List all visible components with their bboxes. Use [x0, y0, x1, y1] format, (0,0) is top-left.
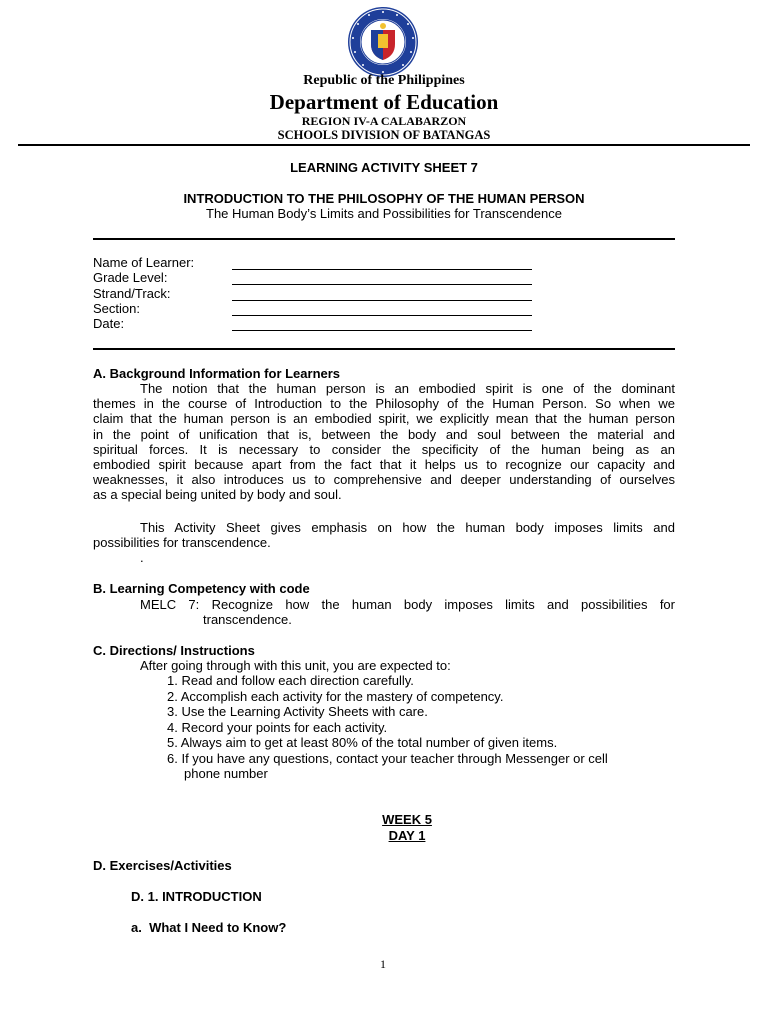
melc-line-1: MELC 7: Recognize how the human body imposes limits and possibilities for — [140, 597, 675, 612]
section-a-paragraph-2 — [93, 520, 675, 550]
para1-line-7: weaknesses, it also introduces us to comprehensive and deeper understanding of ourselves — [93, 472, 675, 488]
para2-line-2: possibilities for transcendence. — [93, 535, 271, 551]
section-d-introduction: D. 1. INTRODUCTION — [131, 889, 262, 904]
what-i-need-to-know: a. What I Need to Know? — [131, 920, 287, 935]
direction-item-6-continued: phone number — [184, 766, 268, 781]
department-heading: Department of Education — [269, 90, 499, 114]
sheet-title: LEARNING ACTIVITY SHEET 7 — [290, 160, 478, 175]
directions-intro: After going through with this unit, you are expected to: — [140, 658, 451, 673]
direction-item-6: 6. If you have any questions, contact your teacher through Messenger or cell — [167, 751, 608, 766]
para1-line-6: embodied spirit because apart from the fact that it helps us to recognize our capacity and — [93, 457, 675, 473]
para1-line-1: The notion that the human person is an embodied spirit is one of the dominant — [140, 381, 675, 396]
para1-line-8: as a special being united by body and soul. — [93, 487, 342, 503]
para1-line-3: claim that the human person is an embodied spirit, we explicitly mean that the human person — [93, 411, 675, 427]
section-b-heading: B. Learning Competency with code — [93, 581, 310, 596]
direction-item-5: 5. Always aim to get at least 80% of the total number of given items. — [167, 735, 558, 750]
divider-top-fields — [93, 238, 675, 240]
divider-bottom-fields — [93, 348, 675, 350]
page-number: 1 — [380, 957, 386, 971]
topic-subtitle: The Human Body’s Limits and Possibilities for Transcendence — [206, 206, 562, 221]
field-line-name[interactable] — [232, 256, 532, 270]
stray-dot: . — [140, 550, 144, 565]
para1-line-4: in the point of unification that is, between the body and soul between the material and — [93, 426, 675, 442]
section-c-heading: C. Directions/ Instructions — [93, 643, 255, 658]
header-divider — [18, 144, 750, 146]
direction-item-1: 1. Read and follow each direction carefully. — [167, 673, 414, 688]
field-label-name: Name of Learner: — [93, 255, 195, 270]
field-label-section: Section: — [93, 301, 140, 316]
day-label: DAY 1 — [388, 828, 426, 843]
direction-item-2: 2. Accomplish each activity for the mastery of competency. — [167, 689, 504, 704]
republic-heading: Republic of the Philippines — [303, 73, 465, 88]
field-label-grade: Grade Level: — [93, 270, 168, 285]
direction-item-4: 4. Record your points for each activity. — [167, 720, 388, 735]
section-a-heading: A. Background Information for Learners — [93, 366, 341, 381]
field-line-date[interactable] — [232, 317, 532, 331]
field-label-strand: Strand/Track: — [93, 286, 171, 301]
region-heading: REGION IV-A CALABARZON — [301, 114, 467, 128]
para2-line-1: This Activity Sheet gives emphasis on how the human body imposes limits and — [140, 520, 675, 535]
field-line-grade[interactable] — [232, 271, 532, 285]
para1-line-5: spiritual forces. It is necessary to consider the specificity of the human being as an — [93, 441, 675, 457]
para1-line-2: themes in the course of Introduction to the Philosophy of the Human Person. So when we — [93, 396, 675, 412]
direction-item-3: 3. Use the Learning Activity Sheets with care. — [167, 704, 428, 719]
deped-seal-logo — [347, 6, 419, 78]
subject-title: INTRODUCTION TO THE PHILOSOPHY OF THE HUMAN PERSON — [183, 191, 585, 206]
week-label: WEEK 5 — [382, 812, 432, 827]
division-heading: SCHOOLS DIVISION OF BATANGAS — [277, 128, 491, 142]
field-line-section[interactable] — [232, 302, 532, 316]
field-line-strand[interactable] — [232, 287, 532, 301]
melc-line-2: transcendence. — [203, 612, 292, 627]
field-label-date: Date: — [93, 316, 125, 331]
section-d-heading: D. Exercises/Activities — [93, 858, 232, 873]
section-a-paragraph-1 — [93, 381, 675, 503]
